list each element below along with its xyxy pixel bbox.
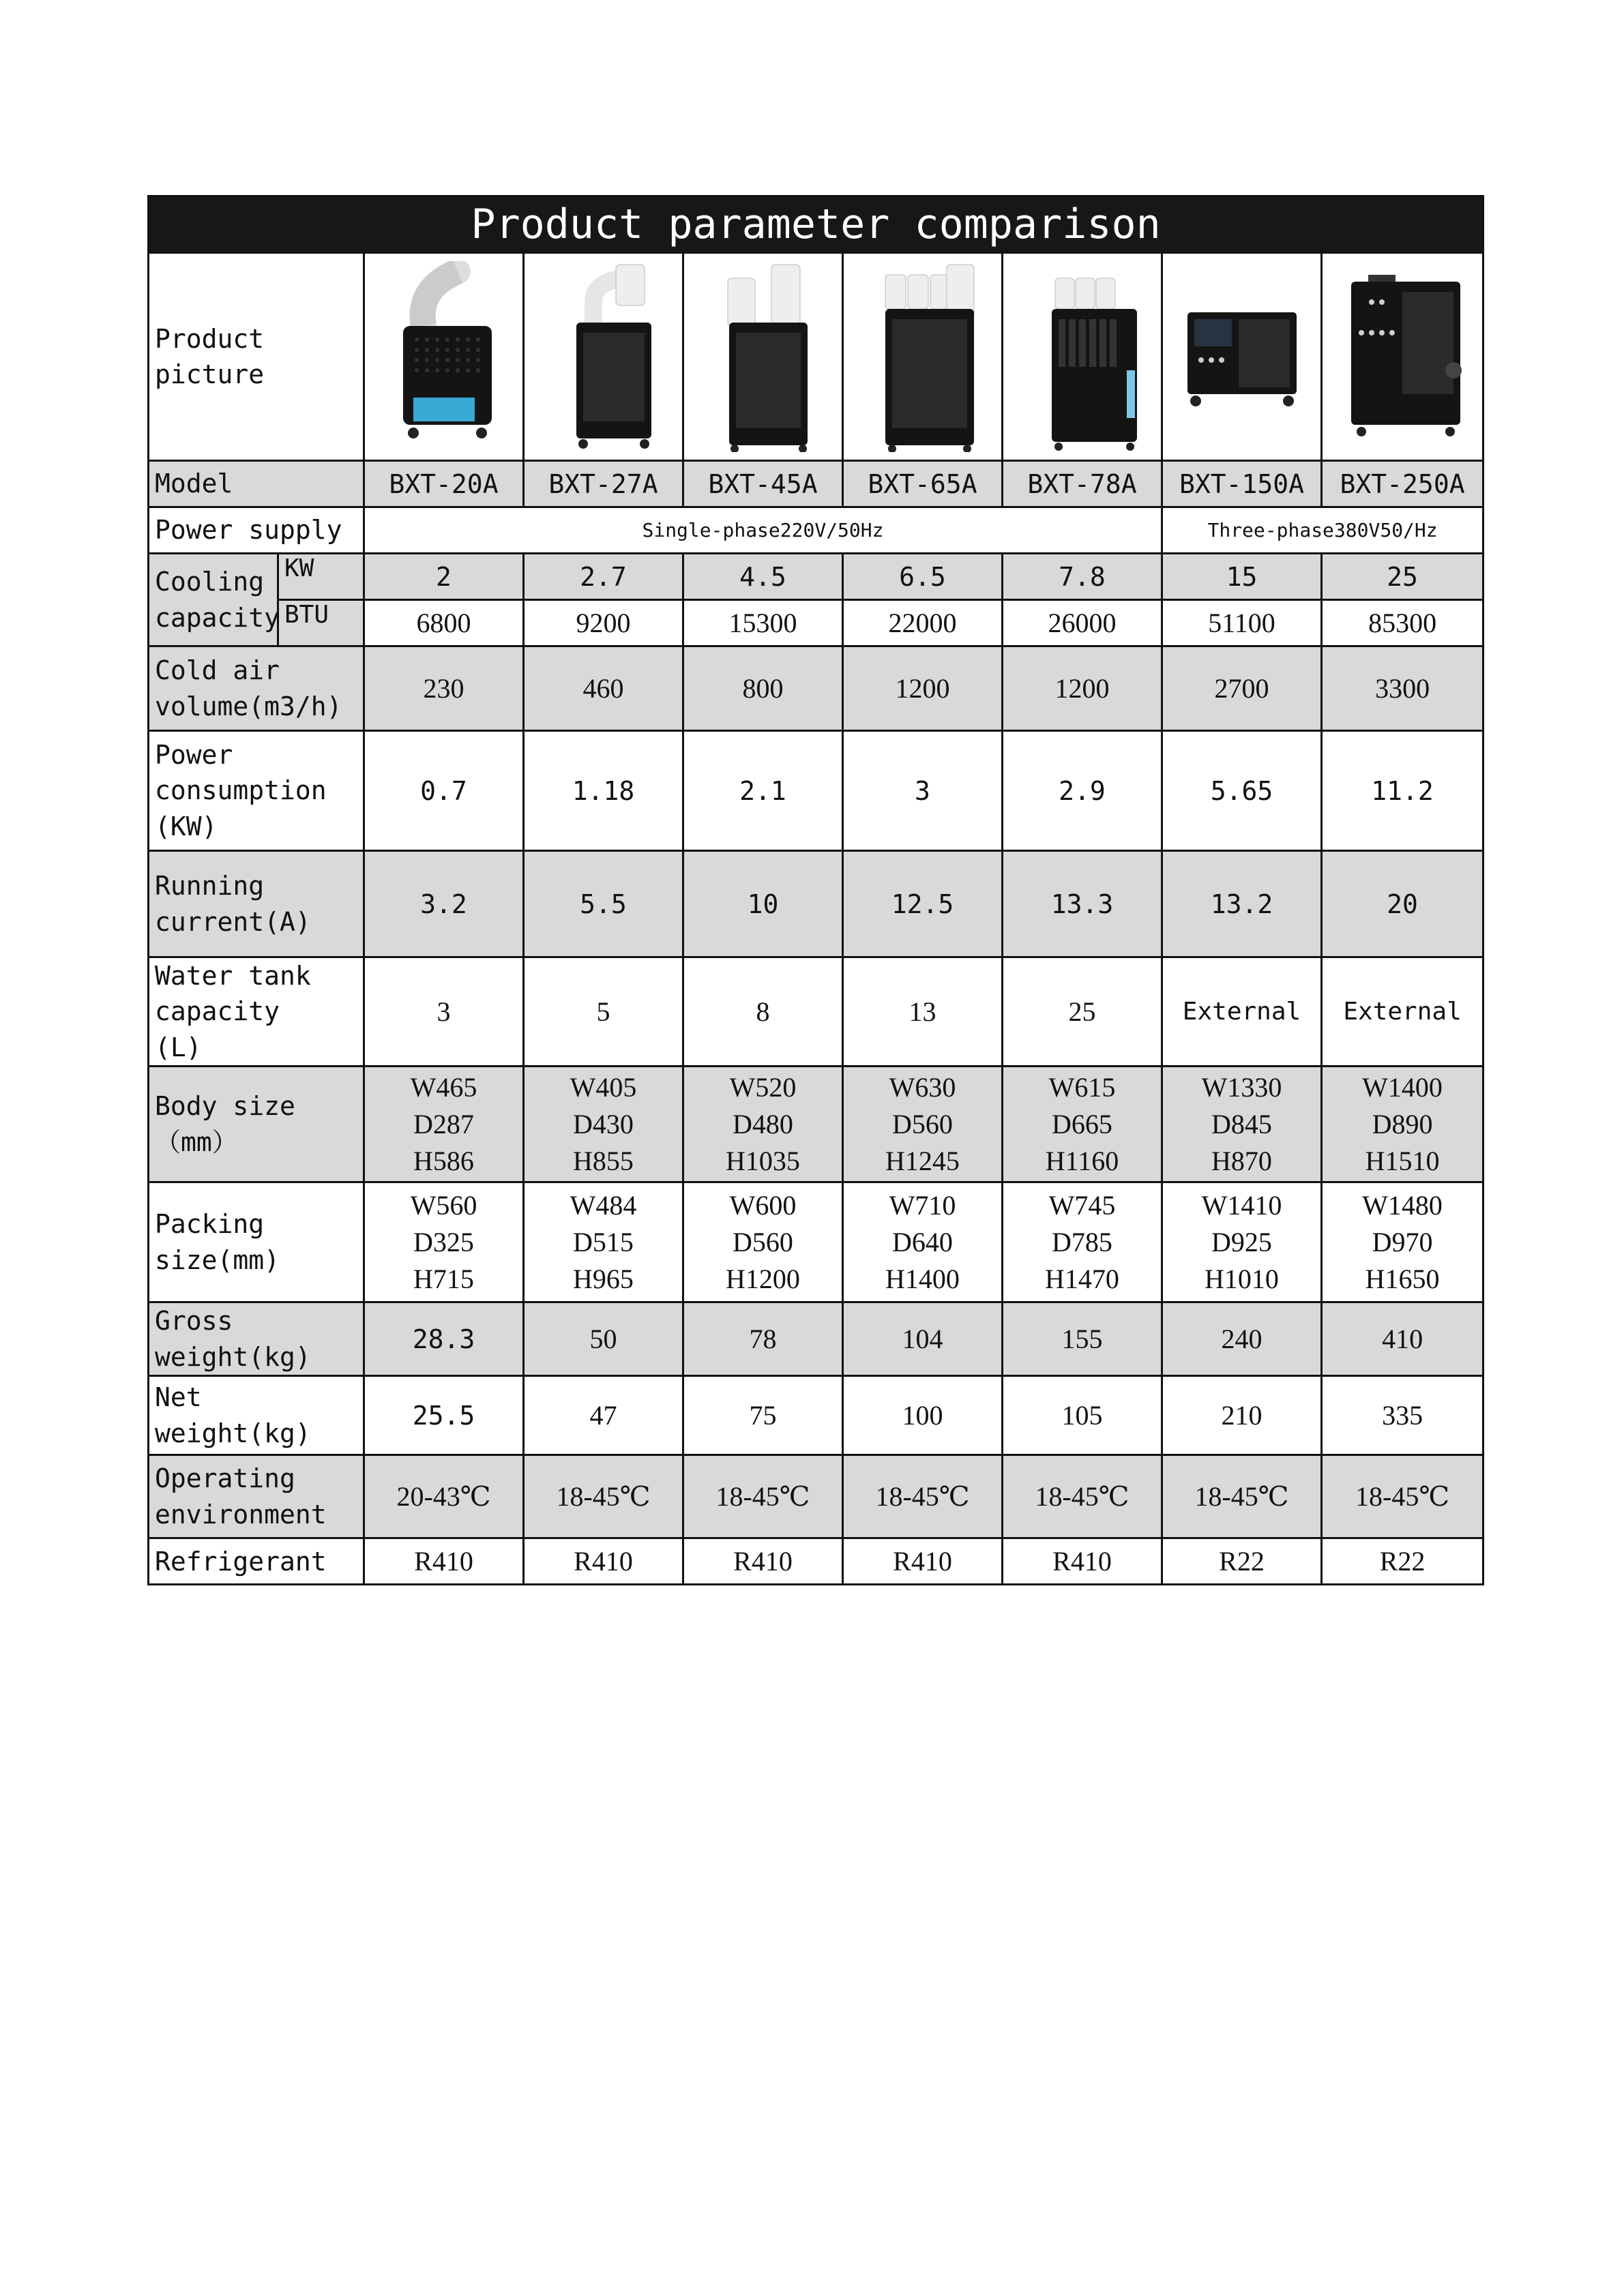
packing-size-cell <box>683 1182 843 1302</box>
refrigerant-cell: R410 <box>843 1538 1003 1585</box>
body-depth: D430 <box>573 1108 634 1139</box>
gross-cell: 50 <box>524 1302 683 1376</box>
air-cell: 1200 <box>1003 646 1162 731</box>
air-cell: 460 <box>524 646 683 731</box>
sublabel-kw: KW <box>278 554 364 600</box>
tank-cell: 3 <box>364 957 524 1067</box>
current-cell: 13.2 <box>1162 851 1322 957</box>
body-size-cell <box>364 1067 524 1182</box>
env-cell: 18-45℃ <box>524 1455 683 1538</box>
body-size-cell <box>1322 1067 1483 1182</box>
kw-cell: 4.5 <box>683 554 843 600</box>
table-title: Product parameter comparison <box>149 196 1483 253</box>
body-width: W405 <box>570 1071 637 1103</box>
current-cell: 13.3 <box>1003 851 1162 957</box>
row-label-picture: Product picture <box>149 253 364 461</box>
air-cell: 3300 <box>1322 646 1483 731</box>
packing-width: W710 <box>889 1189 956 1221</box>
kw-cell: 2.7 <box>524 554 683 600</box>
gross-cell: 240 <box>1162 1302 1322 1376</box>
row-label-power-consumption: Power consumption (KW) <box>149 731 364 851</box>
model-cell: BXT-45A <box>683 461 843 507</box>
packing-depth: D325 <box>413 1226 474 1257</box>
product-image-bxt-45a <box>683 253 843 461</box>
env-cell: 18-45℃ <box>843 1455 1003 1538</box>
body-height: H1035 <box>726 1145 800 1176</box>
power-cell: 3 <box>843 731 1003 851</box>
body-width: W1400 <box>1362 1071 1443 1103</box>
air-cell: 2700 <box>1162 646 1322 731</box>
btu-cell: 22000 <box>843 600 1003 646</box>
btu-cell: 6800 <box>364 600 524 646</box>
current-cell: 3.2 <box>364 851 524 957</box>
model-cell: BXT-78A <box>1003 461 1162 507</box>
model-cell: BXT-27A <box>524 461 683 507</box>
row-label-operating-environment: Operating environment <box>149 1455 364 1538</box>
packing-depth: D515 <box>573 1226 634 1257</box>
packing-depth: D925 <box>1211 1226 1272 1257</box>
row-label-refrigerant: Refrigerant <box>149 1538 364 1585</box>
net-cell: 210 <box>1162 1376 1322 1455</box>
refrigerant-cell: R410 <box>364 1538 524 1585</box>
refrigerant-cell: R410 <box>683 1538 843 1585</box>
kw-cell: 15 <box>1162 554 1322 600</box>
refrigerant-cell: R22 <box>1162 1538 1322 1585</box>
packing-size-cell <box>364 1182 524 1302</box>
power-cell: 1.18 <box>524 731 683 851</box>
btu-cell: 85300 <box>1322 600 1483 646</box>
comparison-table <box>147 195 1484 1585</box>
net-cell: 25.5 <box>364 1376 524 1455</box>
body-size-cell <box>683 1067 843 1182</box>
net-cell: 47 <box>524 1376 683 1455</box>
current-cell: 5.5 <box>524 851 683 957</box>
refrigerant-cell: R22 <box>1322 1538 1483 1585</box>
kw-cell: 7.8 <box>1003 554 1162 600</box>
env-cell: 18-45℃ <box>1003 1455 1162 1538</box>
env-cell: 20-43℃ <box>364 1455 524 1538</box>
row-label-packing-size: Packing size(mm) <box>149 1182 364 1302</box>
packing-height: H1650 <box>1365 1263 1440 1294</box>
refrigerant-cell: R410 <box>1003 1538 1162 1585</box>
kw-cell: 25 <box>1322 554 1483 600</box>
power-cell: 2.9 <box>1003 731 1162 851</box>
packing-height: H1400 <box>885 1263 960 1294</box>
body-size-cell <box>843 1067 1003 1182</box>
body-depth: D560 <box>892 1108 953 1139</box>
power-cell: 0.7 <box>364 731 524 851</box>
power-cell: 11.2 <box>1322 731 1483 851</box>
current-cell: 20 <box>1322 851 1483 957</box>
body-height: H855 <box>573 1145 634 1176</box>
body-height: H1245 <box>885 1145 960 1176</box>
packing-depth: D560 <box>733 1226 793 1257</box>
tank-cell: External <box>1162 957 1322 1067</box>
power-supply-three-phase: Three-phase380V50/Hz <box>1162 507 1483 554</box>
body-depth: D845 <box>1211 1108 1272 1139</box>
body-size-cell <box>524 1067 683 1182</box>
packing-width: W484 <box>570 1189 637 1221</box>
packing-width: W560 <box>410 1189 477 1221</box>
product-image-bxt-65a <box>843 253 1003 461</box>
packing-height: H1200 <box>726 1263 800 1294</box>
btu-cell: 15300 <box>683 600 843 646</box>
product-image-bxt-27a <box>524 253 683 461</box>
body-size-cell <box>1162 1067 1322 1182</box>
body-height: H586 <box>413 1145 474 1176</box>
packing-depth: D970 <box>1372 1226 1433 1257</box>
packing-size-cell <box>524 1182 683 1302</box>
net-cell: 75 <box>683 1376 843 1455</box>
body-height: H870 <box>1211 1145 1272 1176</box>
packing-height: H715 <box>413 1263 474 1294</box>
row-label-cold-air-volume: Cold air volume(m3/h) <box>149 646 364 731</box>
model-cell: BXT-250A <box>1322 461 1483 507</box>
packing-width: W1410 <box>1201 1189 1282 1221</box>
model-cell: BXT-65A <box>843 461 1003 507</box>
body-width: W615 <box>1048 1071 1116 1103</box>
sublabel-btu: BTU <box>278 600 364 646</box>
body-height: H1160 <box>1045 1145 1119 1176</box>
packing-width: W600 <box>729 1189 797 1221</box>
body-width: W1330 <box>1201 1071 1282 1103</box>
model-cell: BXT-150A <box>1162 461 1322 507</box>
btu-cell: 51100 <box>1162 600 1322 646</box>
env-cell: 18-45℃ <box>1162 1455 1322 1538</box>
parameter-sheet <box>147 195 1482 1585</box>
packing-depth: D640 <box>892 1226 953 1257</box>
body-size-cell <box>1003 1067 1162 1182</box>
btu-cell: 9200 <box>524 600 683 646</box>
net-cell: 105 <box>1003 1376 1162 1455</box>
body-depth: D480 <box>733 1108 793 1139</box>
packing-depth: D785 <box>1052 1226 1112 1257</box>
body-width: W630 <box>889 1071 956 1103</box>
air-cell: 230 <box>364 646 524 731</box>
gross-cell: 104 <box>843 1302 1003 1376</box>
body-width: W465 <box>410 1071 477 1103</box>
row-label-gross-weight: Gross weight(kg) <box>149 1302 364 1376</box>
net-cell: 335 <box>1322 1376 1483 1455</box>
env-cell: 18-45℃ <box>683 1455 843 1538</box>
packing-width: W745 <box>1048 1189 1116 1221</box>
row-label-water-tank: Water tank capacity (L) <box>149 957 364 1067</box>
current-cell: 10 <box>683 851 843 957</box>
packing-height: H1470 <box>1045 1263 1119 1294</box>
env-cell: 18-45℃ <box>1322 1455 1483 1538</box>
tank-cell: 8 <box>683 957 843 1067</box>
body-depth: D665 <box>1052 1108 1112 1139</box>
air-cell: 1200 <box>843 646 1003 731</box>
packing-size-cell <box>1322 1182 1483 1302</box>
row-label-cooling-capacity: Cooling capacity <box>149 554 278 646</box>
row-label-body-size: Body size（mm） <box>149 1067 364 1182</box>
gross-cell: 78 <box>683 1302 843 1376</box>
gross-cell: 410 <box>1322 1302 1483 1376</box>
model-cell: BXT-20A <box>364 461 524 507</box>
kw-cell: 6.5 <box>843 554 1003 600</box>
row-label-power-supply: Power supply <box>149 507 364 554</box>
power-cell: 5.65 <box>1162 731 1322 851</box>
row-label-model: Model <box>149 461 364 507</box>
packing-width: W1480 <box>1362 1189 1443 1221</box>
row-label-net-weight: Net weight(kg) <box>149 1376 364 1455</box>
body-depth: D287 <box>413 1108 474 1139</box>
packing-height: H1010 <box>1205 1263 1279 1294</box>
refrigerant-cell: R410 <box>524 1538 683 1585</box>
current-cell: 12.5 <box>843 851 1003 957</box>
power-cell: 2.1 <box>683 731 843 851</box>
product-image-bxt-250a <box>1322 253 1483 461</box>
product-image-bxt-78a <box>1003 253 1162 461</box>
tank-cell: External <box>1322 957 1483 1067</box>
btu-cell: 26000 <box>1003 600 1162 646</box>
gross-cell: 155 <box>1003 1302 1162 1376</box>
row-label-running-current: Running current(A) <box>149 851 364 957</box>
power-supply-single-phase: Single-phase220V/50Hz <box>364 507 1162 554</box>
body-height: H1510 <box>1365 1145 1440 1176</box>
tank-cell: 25 <box>1003 957 1162 1067</box>
kw-cell: 2 <box>364 554 524 600</box>
packing-size-cell <box>843 1182 1003 1302</box>
tank-cell: 5 <box>524 957 683 1067</box>
body-depth: D890 <box>1372 1108 1433 1139</box>
product-image-bxt-20a <box>364 253 524 461</box>
gross-cell: 28.3 <box>364 1302 524 1376</box>
packing-size-cell <box>1162 1182 1322 1302</box>
product-image-bxt-150a <box>1162 253 1322 461</box>
net-cell: 100 <box>843 1376 1003 1455</box>
body-width: W520 <box>729 1071 797 1103</box>
packing-height: H965 <box>573 1263 634 1294</box>
packing-size-cell <box>1003 1182 1162 1302</box>
air-cell: 800 <box>683 646 843 731</box>
tank-cell: 13 <box>843 957 1003 1067</box>
